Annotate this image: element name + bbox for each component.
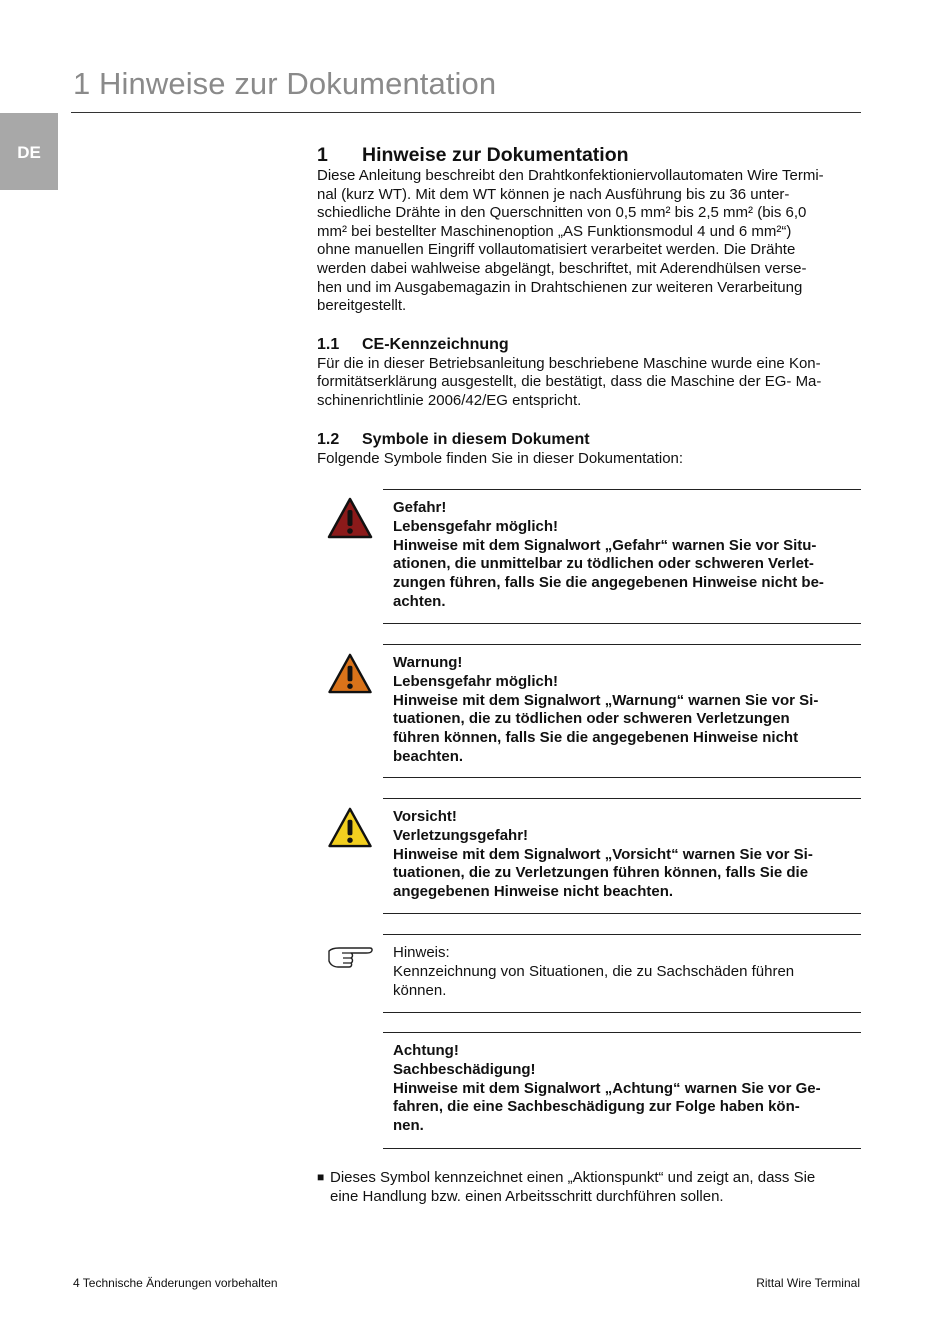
section-1-heading [317,143,861,167]
pointing-hand-icon [326,942,374,970]
action-item-text [330,1168,815,1206]
section-1-body [317,167,861,316]
section-1-2 [317,430,861,469]
text-line: schiedliche Drähte in den Querschnitten von 0,5 mm² bis 2,5 mm² (bis 6,0 [317,204,807,222]
notice-text-line: ationen, die unmittelbar zu tödlichen oder schweren Verlet- [393,555,814,573]
section-1 [317,143,861,316]
text-line: werden dabei wahlweise abgelängt, beschriftet, mit Aderendhülsen verse- [317,259,807,277]
section-number: 1 [317,144,328,166]
text-line: mm² bei bestellter Maschinenoption „AS Funktionsmodul 4 und 6 mm²“) [317,222,792,240]
notice-text-line: achten. [393,592,446,610]
caution-triangle-icon [327,807,373,848]
notice-text-line: führen können, falls Sie die angegebenen Hinweise nicht [393,729,799,747]
square-bullet-icon: ■ [317,1170,325,1184]
header-divider [71,112,861,113]
notice-subtitle: Lebensgefahr möglich! [393,517,559,535]
notice-subtitle: Verletzungsgefahr! [393,826,529,844]
footer-page-info: 4 Technische Änderungen vorbehalten [73,1276,278,1290]
notice-subtitle: Lebensgefahr möglich! [393,672,559,690]
notice-text-line: angegebenen Hinweise nicht beachten. [393,883,674,901]
danger-notice [383,489,861,624]
danger-triangle-icon [327,497,373,539]
notice-text-line: Hinweise mit dem Signalwort „Warnung“ warnen Sie vor Si- [393,691,819,709]
notice-title: Warnung! [393,654,463,671]
notice-text-line: tuationen, die zu tödlichen oder schweren Verletzungen [393,710,790,728]
notice-text-line: tuationen, die zu Verletzungen führen können, falls Sie die [393,864,809,882]
notice-text-line: Kennzeichnung von Situationen, die zu Sachschäden führen [393,962,795,980]
notice-title: Gefahr! [393,499,447,516]
action-item [317,1168,861,1206]
notice-text-line: können. [393,981,447,999]
caution-notice [383,798,861,914]
section-number: 1.2 [317,430,340,448]
warning-notice [383,644,861,778]
attention-notice [383,1032,861,1149]
text-line: Dieses Symbol kennzeichnet einen „Aktionspunkt“ und zeigt an, dass Sie [330,1169,816,1186]
main-content [317,143,861,468]
section-title: CE-Kennzeichnung [362,335,509,353]
text-line: eine Handlung bzw. einen Arbeitsschritt durchführen sollen. [330,1188,724,1205]
text-line: formitätserklärung ausgestellt, die bestätigt, dass die Maschine der EG- Ma- [317,373,822,391]
text-line: schinenrichtlinie 2006/42/EG entspricht. [317,391,582,409]
section-number: 1.1 [317,335,340,353]
notice-text-line: Hinweise mit dem Signalwort „Achtung“ warnen Sie vor Ge- [393,1079,821,1097]
notice-subtitle: Sachbeschädigung! [393,1060,536,1078]
text-line: ohne manuellen Eingriff vollautomatisiert verarbeitet werden. Die Drähte [317,241,796,259]
text-line: Diese Anleitung beschreibt den Drahtkonfektioniervollautomaten Wire Termi- [317,167,824,184]
section-1-1-body [317,355,861,411]
text-line: nal (kurz WT). Mit dem WT können je nach Ausführung bis zu 36 unter- [317,185,790,203]
text-line: bereitgestellt. [317,297,407,315]
notice-title: Achtung! [393,1042,459,1059]
notice-text-line: Hinweise mit dem Signalwort „Gefahr“ warnen Sie vor Situ- [393,536,817,554]
notice-text-line: Hinweise mit dem Signalwort „Vorsicht“ warnen Sie vor Si- [393,845,813,863]
note-notice [383,934,861,1013]
footer-product-name: Rittal Wire Terminal [756,1276,860,1290]
text-line: Folgende Symbole finden Sie in dieser Dokumentation: [317,449,684,467]
warning-triangle-icon [327,653,373,694]
section-title: Symbole in diesem Dokument [362,430,590,448]
language-tab: DE [0,113,58,190]
section-1-1 [317,335,861,411]
notice-text-line: nen. [393,1117,424,1135]
page-header-title: 1 Hinweise zur Dokumentation [73,66,497,101]
section-title: Hinweise zur Dokumentation [362,144,629,166]
notice-title: Hinweis: [393,944,450,961]
notice-text-line: fahren, die eine Sachbeschädigung zur Folge haben kön- [393,1098,800,1116]
notice-title: Vorsicht! [393,808,457,825]
text-line: hen und im Ausgabemagazin in Drahtschienen zur weiteren Verarbeitung [317,278,803,296]
notice-text-line: beachten. [393,747,464,765]
section-1-2-heading [317,430,861,450]
section-1-1-heading [317,335,861,355]
text-line: Für die in dieser Betriebsanleitung beschriebene Maschine wurde eine Kon- [317,354,821,372]
section-1-2-body [317,450,861,469]
notice-text-line: zungen führen, falls Sie die angegebenen Hinweise nicht be- [393,574,824,592]
